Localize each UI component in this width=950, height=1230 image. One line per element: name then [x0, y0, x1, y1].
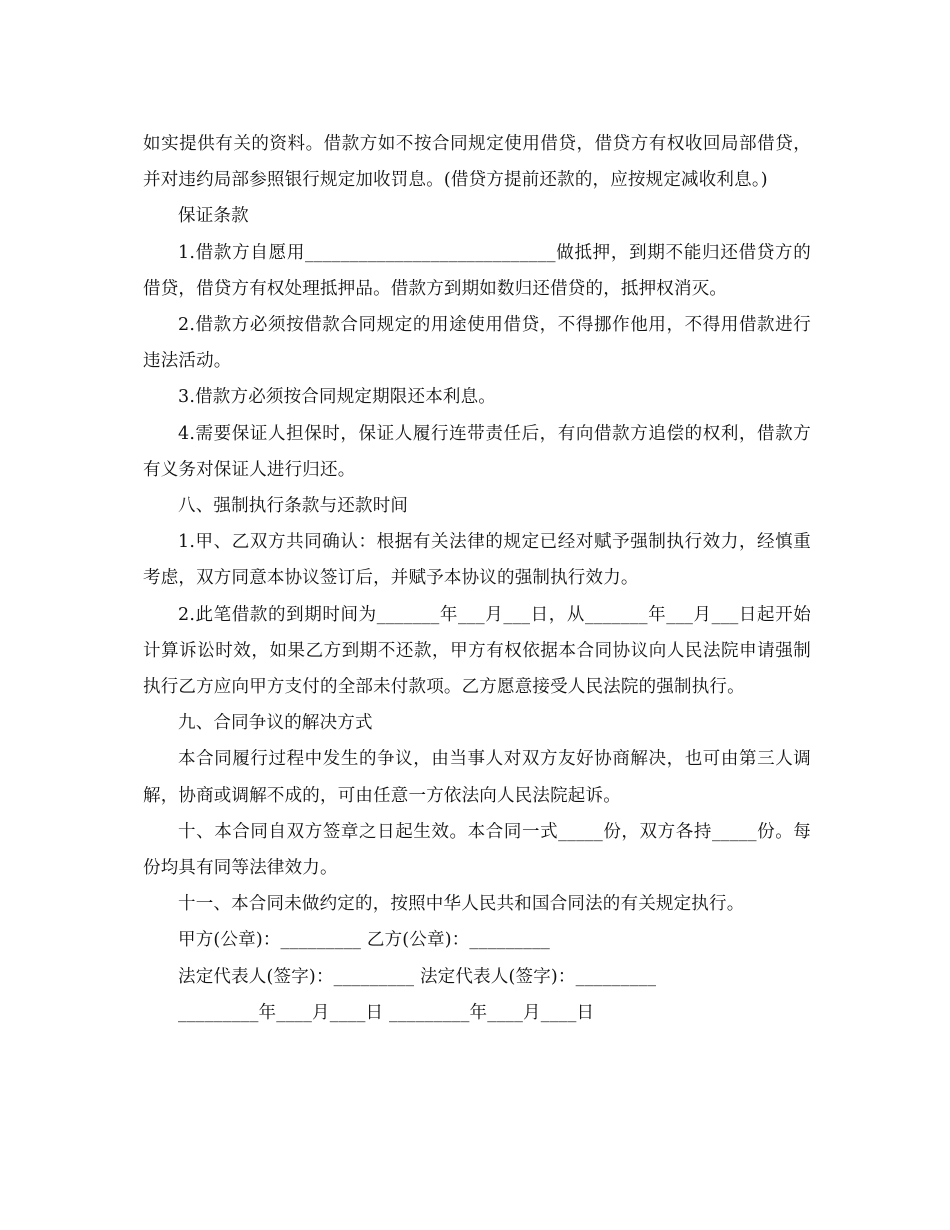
- paragraph-due-date: 2.此笔借款的到期时间为_______年___月___日，从_______年___月___日起开始计算诉讼时效，如果乙方到期不还款，甲方有权依据本合同协议向人民法院申请强制执行乙方应向甲方支付的全部未付款项。乙方愿意接受人民法院的强制执行。: [143, 604, 811, 698]
- paragraph-dispute: 本合同履行过程中发生的争议，由当事人对双方友好协商解决，也可由第三人调解，协商或调解不成的，可由任意一方依法向人民法院起诉。: [143, 749, 811, 806]
- signature-date-line: _________年____月____日 _________年____月____日: [178, 1002, 595, 1023]
- heading-guarantee-terms: 保证条款: [178, 206, 249, 227]
- paragraph-repayment-term: 3.借款方必须按合同规定期限还本利息。: [178, 387, 496, 408]
- heading-section-9: 九、合同争议的解决方式: [178, 713, 373, 734]
- paragraph-section-11: 十一、本合同未做约定的，按照中华人民共和国合同法的有关规定执行。: [178, 894, 745, 915]
- paragraph-effective: 十、本合同自双方签章之日起生效。本合同一式_____份，双方各持_____份。每份均具有同等法律效力。: [143, 821, 811, 879]
- paragraph-collateral: 1.借款方自愿用____________________________做抵押，到期不能归还借贷方的借贷，借贷方有权处理抵押品。借款方到期如数归还借贷的，抵押权消灭。: [143, 242, 811, 299]
- paragraph-enforcement-confirm: 1.甲、乙双方共同确认：根据有关法律的规定已经对赋予强制执行效力，经慎重考虑，双方同意本协议签订后，并赋予本协议的强制执行效力。: [143, 532, 811, 589]
- signature-legal-rep-line: 法定代表人(签字)：_________ 法定代表人(签字)：_________: [178, 966, 657, 987]
- paragraph-loan-purpose: 2.借款方必须按借款合同规定的用途使用借贷，不得挪作他用，不得用借款进行违法活动。: [143, 315, 811, 372]
- signature-party-line: 甲方(公章)：_________ 乙方(公章)：_________: [178, 930, 550, 951]
- paragraph-guarantor: 4.需要保证人担保时，保证人履行连带责任后，有向借款方追偿的权利，借款方有义务对保证人进行归还。: [143, 423, 811, 480]
- paragraph-loan-usage: 如实提供有关的资料。借款方如不按合同规定使用借贷，借贷方有权收回局部借贷，并对违约局部参照银行规定加收罚息。(借贷方提前还款的，应按规定减收利息。): [143, 134, 811, 191]
- document-body: [143, 126, 811, 1031]
- heading-section-8: 八、强制执行条款与还款时间: [178, 496, 409, 517]
